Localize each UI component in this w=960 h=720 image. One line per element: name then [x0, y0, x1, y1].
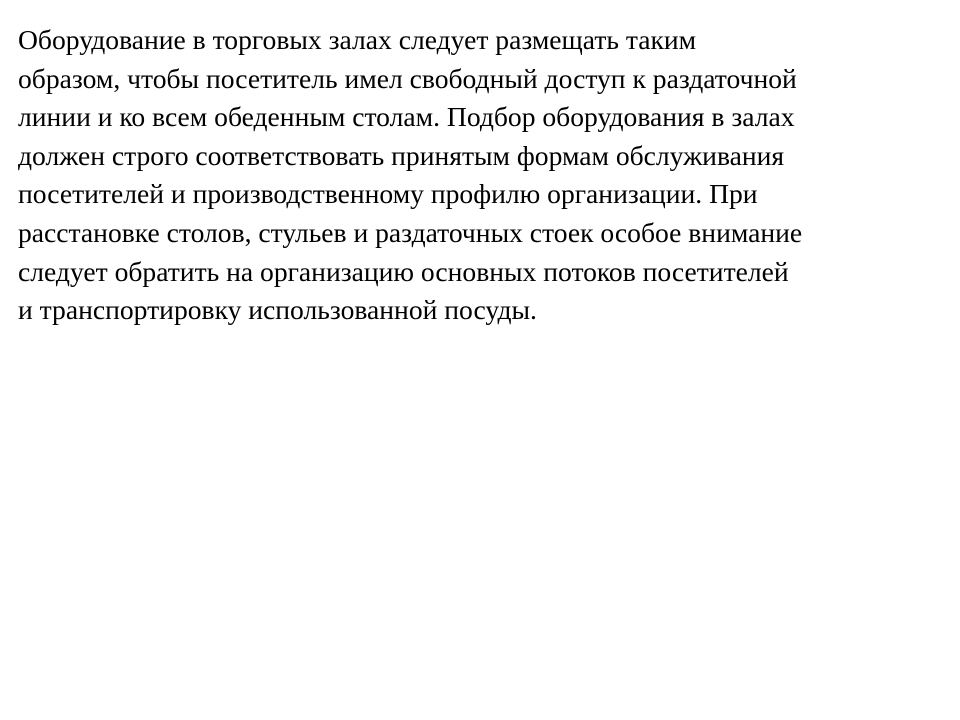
slide-body-text: Оборудование в торговых залах следует размещать таким образом, чтобы посетитель имел свободный доступ к раздаточной линии и ко всем обеденным столам. Подбор оборудования в залах должен строго соответствовать принятым формам обслуживания посетителей и производственному профилю организации. При расстановке столов, стульев и раздаточных стоек особое внимание следует обратить на организацию основных потоков посетителей и транспортировку использованной посуды. — [18, 24, 803, 326]
